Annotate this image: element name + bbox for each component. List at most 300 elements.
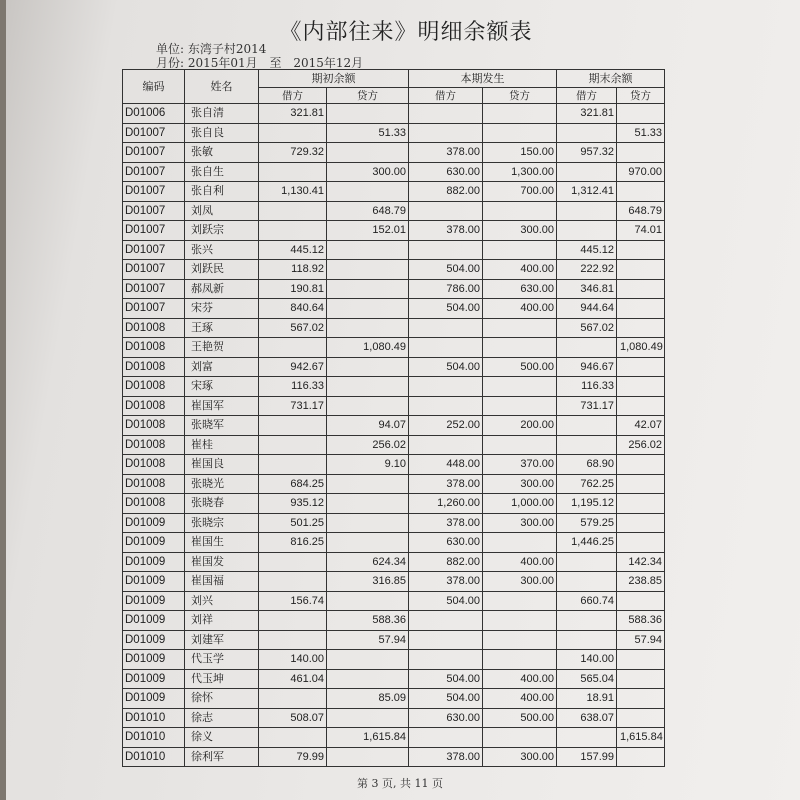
table-row	[123, 611, 665, 631]
cell-closing-credit: 648.79	[617, 201, 665, 221]
cell-name: 崔国良	[185, 455, 259, 475]
cell-name: 张晓军	[185, 416, 259, 436]
cell-current-debit: 882.00	[409, 182, 483, 202]
cell-closing-credit	[617, 591, 665, 611]
header-closing-credit: 贷方	[617, 88, 665, 104]
cell-code: D01007	[123, 162, 185, 182]
cell-opening-credit: 648.79	[327, 201, 409, 221]
cell-name: 王琢	[185, 318, 259, 338]
table-row	[123, 689, 665, 709]
cell-current-credit: 400.00	[483, 689, 557, 709]
cell-opening-credit	[327, 182, 409, 202]
cell-opening-credit: 9.10	[327, 455, 409, 475]
table-row	[123, 104, 665, 124]
cell-closing-debit: 68.90	[557, 455, 617, 475]
header-current-debit: 借方	[409, 88, 483, 104]
cell-opening-debit	[259, 552, 327, 572]
cell-current-debit: 630.00	[409, 708, 483, 728]
cell-closing-debit	[557, 416, 617, 436]
table-row	[123, 357, 665, 377]
cell-closing-credit	[617, 240, 665, 260]
cell-current-debit: 630.00	[409, 533, 483, 553]
cell-opening-credit: 51.33	[327, 123, 409, 143]
cell-current-credit: 630.00	[483, 279, 557, 299]
cell-current-debit: 378.00	[409, 221, 483, 241]
cell-current-debit	[409, 611, 483, 631]
table-row	[123, 650, 665, 670]
cell-code: D01008	[123, 455, 185, 475]
cell-closing-debit: 946.67	[557, 357, 617, 377]
cell-closing-debit	[557, 552, 617, 572]
cell-opening-credit: 300.00	[327, 162, 409, 182]
cell-name: 张晓春	[185, 494, 259, 514]
header-code: 编码	[123, 70, 185, 104]
table-row	[123, 240, 665, 260]
cell-opening-debit: 156.74	[259, 591, 327, 611]
cell-closing-credit	[617, 747, 665, 767]
cell-opening-credit	[327, 357, 409, 377]
cell-current-debit: 504.00	[409, 591, 483, 611]
table-body	[123, 104, 665, 767]
cell-closing-debit: 957.32	[557, 143, 617, 163]
cell-opening-debit: 816.25	[259, 533, 327, 553]
cell-closing-debit: 1,446.25	[557, 533, 617, 553]
cell-current-debit: 1,260.00	[409, 494, 483, 514]
month-from: 2015年01月	[187, 56, 258, 70]
cell-name: 刘凤	[185, 201, 259, 221]
cell-current-debit: 504.00	[409, 689, 483, 709]
cell-name: 崔国军	[185, 396, 259, 416]
cell-opening-credit	[327, 240, 409, 260]
header-row-1	[123, 70, 665, 88]
table-row	[123, 474, 665, 494]
cell-opening-credit	[327, 377, 409, 397]
cell-opening-debit	[259, 416, 327, 436]
table-row	[123, 396, 665, 416]
cell-name: 徐利军	[185, 747, 259, 767]
cell-current-credit	[483, 338, 557, 358]
cell-opening-credit	[327, 279, 409, 299]
cell-name: 刘建军	[185, 630, 259, 650]
cell-opening-credit	[327, 533, 409, 553]
cell-closing-debit: 346.81	[557, 279, 617, 299]
cell-opening-credit: 94.07	[327, 416, 409, 436]
cell-current-credit	[483, 728, 557, 748]
cell-opening-credit	[327, 396, 409, 416]
month-to: 2015年12月	[293, 56, 364, 70]
cell-name: 张自清	[185, 104, 259, 124]
cell-opening-debit	[259, 455, 327, 475]
cell-code: D01008	[123, 318, 185, 338]
table-row	[123, 162, 665, 182]
table-row	[123, 630, 665, 650]
cell-closing-credit: 970.00	[617, 162, 665, 182]
cell-closing-debit: 567.02	[557, 318, 617, 338]
cell-closing-credit: 142.34	[617, 552, 665, 572]
cell-code: D01007	[123, 260, 185, 280]
cell-closing-debit	[557, 221, 617, 241]
cell-name: 张自生	[185, 162, 259, 182]
cell-opening-credit: 1,080.49	[327, 338, 409, 358]
cell-current-debit	[409, 435, 483, 455]
cell-code: D01009	[123, 630, 185, 650]
table-row	[123, 201, 665, 221]
cell-opening-debit: 567.02	[259, 318, 327, 338]
page-footer: 第 3 页, 共 11 页	[357, 777, 443, 790]
cell-opening-debit	[259, 689, 327, 709]
cell-opening-credit: 1,615.84	[327, 728, 409, 748]
cell-opening-debit: 684.25	[259, 474, 327, 494]
cell-current-debit: 378.00	[409, 143, 483, 163]
cell-closing-debit: 1,195.12	[557, 494, 617, 514]
cell-code: D01009	[123, 572, 185, 592]
cell-code: D01008	[123, 416, 185, 436]
cell-opening-debit	[259, 162, 327, 182]
cell-code: D01007	[123, 182, 185, 202]
cell-closing-credit	[617, 260, 665, 280]
cell-opening-debit	[259, 572, 327, 592]
cell-opening-credit	[327, 299, 409, 319]
cell-current-credit: 300.00	[483, 513, 557, 533]
cell-closing-credit	[617, 533, 665, 553]
cell-opening-credit: 256.02	[327, 435, 409, 455]
cell-opening-debit	[259, 435, 327, 455]
cell-current-debit	[409, 396, 483, 416]
cell-current-credit: 400.00	[483, 669, 557, 689]
cell-opening-credit: 624.34	[327, 552, 409, 572]
cell-closing-debit: 116.33	[557, 377, 617, 397]
cell-closing-credit: 1,080.49	[617, 338, 665, 358]
header-name: 姓名	[185, 70, 259, 104]
table-row	[123, 416, 665, 436]
cell-opening-debit	[259, 630, 327, 650]
cell-name: 张自利	[185, 182, 259, 202]
cell-current-debit	[409, 201, 483, 221]
cell-opening-debit	[259, 611, 327, 631]
cell-code: D01007	[123, 279, 185, 299]
cell-opening-credit	[327, 143, 409, 163]
cell-closing-credit	[617, 669, 665, 689]
cell-closing-credit	[617, 104, 665, 124]
cell-current-credit: 500.00	[483, 708, 557, 728]
cell-closing-debit: 445.12	[557, 240, 617, 260]
cell-current-debit	[409, 240, 483, 260]
cell-name: 张兴	[185, 240, 259, 260]
cell-code: D01007	[123, 299, 185, 319]
cell-name: 代玉坤	[185, 669, 259, 689]
cell-code: D01009	[123, 533, 185, 553]
cell-name: 崔国发	[185, 552, 259, 572]
header-opening-debit: 借方	[259, 88, 327, 104]
cell-current-debit	[409, 630, 483, 650]
table-row	[123, 708, 665, 728]
cell-opening-credit: 85.09	[327, 689, 409, 709]
cell-code: D01009	[123, 650, 185, 670]
cell-opening-debit: 729.32	[259, 143, 327, 163]
cell-closing-credit	[617, 689, 665, 709]
cell-opening-debit: 1,130.41	[259, 182, 327, 202]
cell-name: 刘富	[185, 357, 259, 377]
cell-current-credit	[483, 650, 557, 670]
cell-closing-debit: 140.00	[557, 650, 617, 670]
table-row	[123, 279, 665, 299]
cell-current-credit: 150.00	[483, 143, 557, 163]
cell-closing-debit: 222.92	[557, 260, 617, 280]
cell-closing-credit: 256.02	[617, 435, 665, 455]
table-row	[123, 143, 665, 163]
cell-current-credit: 300.00	[483, 747, 557, 767]
cell-current-credit: 300.00	[483, 572, 557, 592]
cell-name: 张自良	[185, 123, 259, 143]
table-row	[123, 455, 665, 475]
cell-name: 宋琢	[185, 377, 259, 397]
table-row	[123, 533, 665, 553]
cell-current-debit: 378.00	[409, 474, 483, 494]
cell-current-credit: 500.00	[483, 357, 557, 377]
cell-name: 王艳贺	[185, 338, 259, 358]
header-current-period: 本期发生	[409, 70, 557, 88]
cell-opening-credit: 152.01	[327, 221, 409, 241]
cell-opening-debit: 731.17	[259, 396, 327, 416]
cell-name: 崔国生	[185, 533, 259, 553]
table-row	[123, 513, 665, 533]
cell-opening-debit	[259, 221, 327, 241]
cell-code: D01008	[123, 396, 185, 416]
cell-current-credit	[483, 435, 557, 455]
cell-opening-debit: 508.07	[259, 708, 327, 728]
cell-closing-credit	[617, 318, 665, 338]
cell-opening-debit: 118.92	[259, 260, 327, 280]
cell-code: D01010	[123, 747, 185, 767]
table-row	[123, 260, 665, 280]
header-closing-balance: 期末余额	[557, 70, 665, 88]
cell-current-debit: 448.00	[409, 455, 483, 475]
cell-opening-credit	[327, 474, 409, 494]
cell-opening-debit: 190.81	[259, 279, 327, 299]
cell-closing-debit	[557, 123, 617, 143]
cell-current-credit: 370.00	[483, 455, 557, 475]
cell-name: 崔桂	[185, 435, 259, 455]
cell-code: D01008	[123, 435, 185, 455]
cell-closing-debit	[557, 728, 617, 748]
cell-current-credit: 400.00	[483, 260, 557, 280]
cell-closing-debit	[557, 162, 617, 182]
cell-name: 刘跃宗	[185, 221, 259, 241]
cell-code: D01008	[123, 494, 185, 514]
cell-name: 宋芬	[185, 299, 259, 319]
cell-name: 徐怀	[185, 689, 259, 709]
cell-current-debit	[409, 650, 483, 670]
cell-closing-credit	[617, 143, 665, 163]
cell-code: D01009	[123, 552, 185, 572]
cell-name: 张晓宗	[185, 513, 259, 533]
cell-name: 张敏	[185, 143, 259, 163]
table-row	[123, 552, 665, 572]
cell-current-credit: 400.00	[483, 299, 557, 319]
cell-current-debit	[409, 318, 483, 338]
cell-current-credit: 200.00	[483, 416, 557, 436]
cell-closing-credit	[617, 474, 665, 494]
cell-opening-credit: 588.36	[327, 611, 409, 631]
cell-closing-credit	[617, 513, 665, 533]
cell-current-credit	[483, 611, 557, 631]
cell-name: 代玉学	[185, 650, 259, 670]
cell-closing-credit: 57.94	[617, 630, 665, 650]
cell-closing-credit	[617, 650, 665, 670]
cell-code: D01009	[123, 513, 185, 533]
cell-current-credit	[483, 630, 557, 650]
cell-current-debit: 378.00	[409, 572, 483, 592]
table-row	[123, 494, 665, 514]
cell-closing-credit	[617, 182, 665, 202]
cell-closing-debit	[557, 338, 617, 358]
cell-closing-debit	[557, 201, 617, 221]
cell-code: D01007	[123, 221, 185, 241]
cell-current-debit: 252.00	[409, 416, 483, 436]
cell-opening-debit: 942.67	[259, 357, 327, 377]
cell-code: D01010	[123, 728, 185, 748]
cell-opening-debit: 321.81	[259, 104, 327, 124]
cell-closing-credit	[617, 708, 665, 728]
cell-opening-credit	[327, 494, 409, 514]
cell-closing-debit: 565.04	[557, 669, 617, 689]
cell-closing-debit: 944.64	[557, 299, 617, 319]
cell-current-credit: 300.00	[483, 221, 557, 241]
cell-opening-debit	[259, 338, 327, 358]
cell-current-debit: 378.00	[409, 747, 483, 767]
cell-name: 徐志	[185, 708, 259, 728]
cell-closing-credit	[617, 494, 665, 514]
header-opening-balance: 期初余额	[259, 70, 409, 88]
cell-code: D01008	[123, 474, 185, 494]
cell-name: 崔国福	[185, 572, 259, 592]
cell-opening-credit	[327, 591, 409, 611]
cell-opening-credit	[327, 260, 409, 280]
cell-code: D01007	[123, 240, 185, 260]
cell-closing-debit: 638.07	[557, 708, 617, 728]
cell-current-credit	[483, 377, 557, 397]
table-row	[123, 299, 665, 319]
cell-opening-credit	[327, 708, 409, 728]
cell-current-credit: 1,000.00	[483, 494, 557, 514]
cell-closing-credit: 51.33	[617, 123, 665, 143]
cell-closing-debit	[557, 611, 617, 631]
cell-opening-credit	[327, 669, 409, 689]
cell-closing-credit: 588.36	[617, 611, 665, 631]
table-row	[123, 435, 665, 455]
cell-code: D01006	[123, 104, 185, 124]
table-row	[123, 318, 665, 338]
cell-closing-debit: 18.91	[557, 689, 617, 709]
cell-code: D01009	[123, 591, 185, 611]
cell-opening-credit	[327, 318, 409, 338]
cell-current-credit	[483, 533, 557, 553]
month-separator: 至	[269, 56, 282, 70]
cell-closing-credit: 238.85	[617, 572, 665, 592]
cell-code: D01008	[123, 377, 185, 397]
cell-current-credit: 400.00	[483, 552, 557, 572]
cell-opening-debit	[259, 201, 327, 221]
cell-opening-debit: 116.33	[259, 377, 327, 397]
cell-closing-credit	[617, 357, 665, 377]
cell-code: D01008	[123, 357, 185, 377]
cell-name: 刘祥	[185, 611, 259, 631]
cell-code: D01009	[123, 689, 185, 709]
cell-opening-debit	[259, 123, 327, 143]
cell-name: 刘跃民	[185, 260, 259, 280]
cell-opening-credit: 316.85	[327, 572, 409, 592]
table-row	[123, 338, 665, 358]
cell-closing-credit	[617, 299, 665, 319]
cell-current-debit: 786.00	[409, 279, 483, 299]
cell-closing-debit: 731.17	[557, 396, 617, 416]
cell-opening-debit: 445.12	[259, 240, 327, 260]
cell-current-debit	[409, 728, 483, 748]
cell-current-debit: 504.00	[409, 669, 483, 689]
cell-current-credit: 1,300.00	[483, 162, 557, 182]
table-row	[123, 123, 665, 143]
table-row	[123, 669, 665, 689]
cell-current-credit	[483, 123, 557, 143]
unit-value: 东湾子村2014	[187, 42, 267, 56]
cell-opening-debit: 79.99	[259, 747, 327, 767]
cell-name: 刘兴	[185, 591, 259, 611]
cell-code: D01007	[123, 201, 185, 221]
cell-name: 郝凤新	[185, 279, 259, 299]
cell-opening-credit	[327, 747, 409, 767]
header-closing-debit: 借方	[557, 88, 617, 104]
table-row	[123, 591, 665, 611]
cell-closing-credit: 1,615.84	[617, 728, 665, 748]
cell-current-credit	[483, 591, 557, 611]
cell-closing-credit	[617, 455, 665, 475]
cell-opening-debit: 140.00	[259, 650, 327, 670]
cell-current-debit: 504.00	[409, 357, 483, 377]
cell-closing-debit: 1,312.41	[557, 182, 617, 202]
cell-opening-credit: 57.94	[327, 630, 409, 650]
cell-closing-credit	[617, 377, 665, 397]
cell-closing-debit: 157.99	[557, 747, 617, 767]
cell-opening-credit	[327, 650, 409, 670]
cell-opening-credit	[327, 513, 409, 533]
cell-closing-debit: 762.25	[557, 474, 617, 494]
cell-closing-debit: 660.74	[557, 591, 617, 611]
cell-current-credit: 300.00	[483, 474, 557, 494]
month-label: 月份:	[156, 56, 185, 70]
cell-current-debit: 882.00	[409, 552, 483, 572]
table-row	[123, 572, 665, 592]
cell-opening-debit: 935.12	[259, 494, 327, 514]
unit-label: 单位:	[156, 42, 185, 56]
cell-code: D01009	[123, 611, 185, 631]
cell-closing-credit	[617, 279, 665, 299]
table-row	[123, 377, 665, 397]
cell-closing-debit	[557, 435, 617, 455]
cell-opening-debit: 501.25	[259, 513, 327, 533]
cell-code: D01010	[123, 708, 185, 728]
cell-closing-debit: 579.25	[557, 513, 617, 533]
cell-opening-debit: 461.04	[259, 669, 327, 689]
cell-closing-credit: 42.07	[617, 416, 665, 436]
cell-name: 徐义	[185, 728, 259, 748]
document-title: 《内部往来》明细余额表	[279, 20, 533, 45]
cell-name: 张晓光	[185, 474, 259, 494]
cell-opening-credit	[327, 104, 409, 124]
cell-closing-debit: 321.81	[557, 104, 617, 124]
cell-current-credit	[483, 240, 557, 260]
cell-current-debit: 504.00	[409, 260, 483, 280]
table-row	[123, 728, 665, 748]
